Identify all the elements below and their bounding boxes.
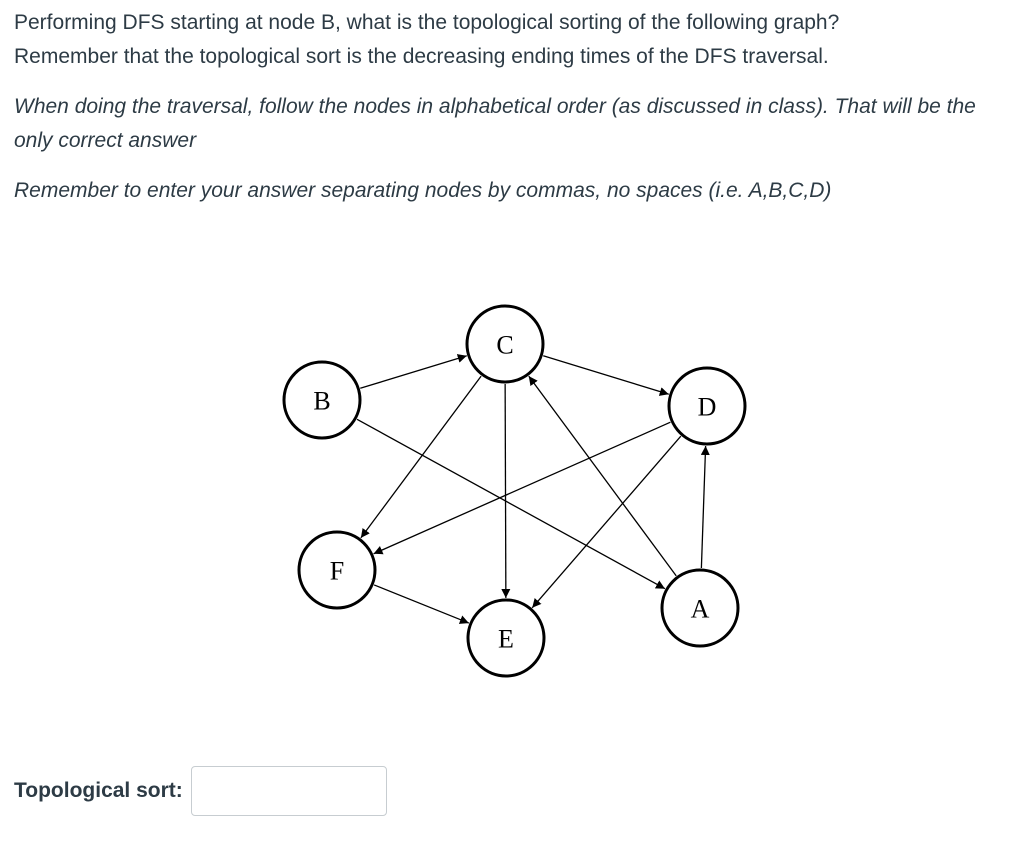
node-label: A — [690, 594, 710, 624]
node-b — [284, 362, 360, 438]
node-label: B — [313, 386, 331, 416]
question-text — [14, 6, 1014, 224]
edge-d-to-e — [532, 436, 681, 608]
edge-a-to-d — [701, 446, 705, 568]
edge-f-to-e — [374, 585, 469, 623]
node-f — [299, 532, 375, 608]
topological-sort-input[interactable] — [191, 766, 387, 816]
edge-a-to-c — [529, 376, 676, 576]
question-line-5: Remember to enter your answer separating nodes by commas, no spaces (i.e. A,B,C,D) — [14, 179, 832, 202]
node-label: C — [496, 330, 514, 360]
edge-b-to-c — [360, 356, 467, 389]
question-line-2: Remember that the topological sort is the decreasing ending times of the DFS traversal. — [14, 45, 829, 68]
edge-d-to-f — [374, 422, 671, 554]
node-c — [467, 306, 543, 382]
answer-format-instruction — [14, 174, 1014, 208]
node-a — [662, 570, 738, 646]
edge-c-to-d — [543, 356, 669, 395]
question-line-4: only correct answer — [14, 129, 197, 152]
question-line-3: When doing the traversal, follow the nodes in alphabetical order (as discussed in class). That will be the — [14, 95, 976, 118]
directed-graph — [270, 296, 750, 686]
node-d — [669, 368, 745, 444]
question-prompt — [14, 6, 1014, 74]
answer-label: Topological sort: — [14, 779, 183, 802]
traversal-instruction — [14, 90, 1014, 158]
node-label: D — [697, 392, 717, 422]
edge-c-to-e — [505, 384, 506, 598]
edges — [357, 356, 706, 623]
question-line-1: Performing DFS starting at node B, what is the topological sorting of the following graph? — [14, 11, 840, 34]
answer-row — [14, 766, 387, 816]
node-label: E — [498, 624, 514, 654]
node-label: F — [329, 556, 345, 586]
node-e — [468, 600, 544, 676]
